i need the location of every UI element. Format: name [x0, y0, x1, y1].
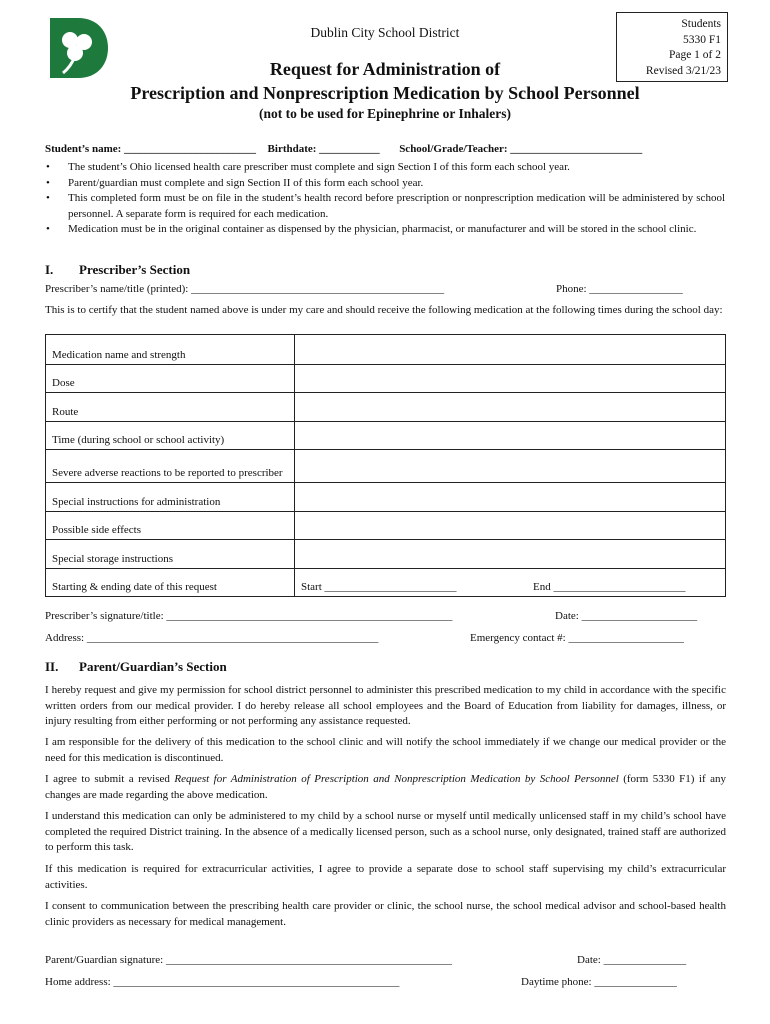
start-date-field[interactable]: Start ________________________ — [301, 581, 457, 593]
table-label: Special storage instructions — [46, 540, 295, 569]
list-item: • Parent/guardian must complete and sign Section II of this form each school year. — [46, 176, 424, 189]
table-input-cell[interactable] — [295, 512, 726, 540]
consent-paragraph-2: I am responsible for the delivery of this medication to the school clinic and will notify the school immediately if we change our medical provider or the need for this medication is discontinued. — [45, 736, 726, 764]
revision-date: Revised 3/21/23 — [645, 64, 721, 77]
end-date-field[interactable]: End ________________________ — [533, 581, 686, 593]
form-title-line-2: Prescription and Nonprescription Medication by School Personnel — [130, 83, 640, 103]
prescriber-date-field[interactable]: Date: _____________________ — [555, 610, 698, 622]
form-title-line-1: Request for Administration of — [269, 59, 501, 79]
table-input-cell[interactable] — [295, 335, 726, 365]
medication-table — [45, 334, 726, 597]
page-number: Page 1 of 2 — [668, 49, 721, 61]
section-2-heading: II. Parent/Guardian’s Section — [45, 659, 227, 674]
table-input-cell[interactable] — [295, 393, 726, 422]
table-row — [46, 450, 726, 483]
form-number: 5330 F1 — [682, 33, 721, 46]
list-item: • Medication must be in the original container as dispensed by the physician, pharmacist, or manufacturer and will be stored in the school clinic. — [46, 223, 697, 235]
district-name: Dublin City School District — [310, 25, 460, 40]
date-range-cell — [295, 569, 726, 597]
prescriber-phone-field[interactable]: Phone: _________________ — [556, 283, 683, 295]
list-item: • This completed form must be on file in the student’s health record before prescription or nonprescription medication will be administered by school personnel. A separate form is required for each medication. — [46, 192, 725, 220]
form-number-box — [616, 12, 728, 82]
table-label: Time (during school or school activity) — [46, 422, 295, 450]
consent-paragraph-1: I hereby request and give my permission for school district personnel to administer this prescribed medication to my child in accordance with the specific written orders from our medical provider. I do hereby release all school employees and the Board of Education from liability for damages, illness, or injury resulting from either performing or not performing any assistance requested. — [45, 684, 726, 727]
birthdate-field[interactable]: Birthdate: ___________ — [267, 143, 380, 155]
table-label: Dose — [46, 365, 295, 393]
emergency-contact-field[interactable]: Emergency contact #: _____________________ — [470, 632, 684, 644]
student-name-field[interactable]: Student’s name: ________________________ — [45, 143, 257, 155]
home-address-field[interactable]: Home address: ____________________________________________________ — [45, 976, 400, 988]
table-input-cell[interactable] — [295, 365, 726, 393]
form-category: Students — [681, 18, 721, 30]
consent-paragraph-6: I consent to communication between the prescribing health care provider or clinic, the school nurse, the school medical advisor and school-based health clinic providers as necessary for medical management. — [45, 900, 726, 928]
student-info-line — [45, 142, 725, 157]
table-input-cell[interactable] — [295, 450, 726, 483]
form-subtitle: (not to be used for Epinephrine or Inhalers) — [259, 106, 511, 121]
prescriber-name-field[interactable]: Prescriber’s name/title (printed): ______________________________________________ — [45, 283, 445, 295]
list-item: • The student’s Ohio licensed health care prescriber must complete and sign Section I of this form each school year. — [46, 161, 570, 173]
consent-paragraph-4: I understand this medication can only be administered to my child by a school nurse or myself until medically unlicensed staff in my child’s school have completed the required District training. In the absence of a medically licensed person, such as a school nurse, only designated, trained staff are authorized to perform this task. — [45, 810, 726, 853]
prescriber-signature-field[interactable]: Prescriber’s signature/title: ____________________________________________________ — [45, 610, 453, 622]
table-label: Possible side effects — [46, 512, 295, 540]
table-row — [46, 483, 726, 512]
section-1-heading: I. Prescriber’s Section — [45, 262, 191, 277]
table-row — [46, 422, 726, 450]
table-input-cell[interactable] — [295, 540, 726, 569]
instructions-list — [45, 160, 725, 238]
table-label: Route — [46, 393, 295, 422]
table-label: Starting & ending date of this request — [46, 569, 295, 597]
table-row — [46, 512, 726, 540]
table-label: Medication name and strength — [46, 335, 295, 365]
parent-date-field[interactable]: Date: _______________ — [577, 954, 687, 966]
form-name-reference: Request for Administration of Prescription and Nonprescription Medication by School Personnel — [174, 773, 619, 785]
table-input-cell[interactable] — [295, 483, 726, 512]
table-row — [46, 540, 726, 569]
table-row — [46, 569, 726, 597]
table-label: Special instructions for administration — [46, 483, 295, 512]
table-input-cell[interactable] — [295, 422, 726, 450]
table-row — [46, 335, 726, 365]
daytime-phone-field[interactable]: Daytime phone: _______________ — [521, 976, 677, 988]
table-label: Severe adverse reactions to be reported to prescriber — [46, 450, 295, 483]
consent-paragraph-3: I agree to submit a revised Request for Administration of Prescription and Nonprescription Medication by School Personnel (form 5330 F1) if any changes are made regarding the above medication. — [45, 773, 726, 801]
parent-signature-field[interactable]: Parent/Guardian signature: ____________________________________________________ — [45, 954, 452, 966]
table-row — [46, 393, 726, 422]
consent-paragraph-5: If this medication is required for extracurricular activities, I agree to provide a separate dose to school staff supervising my child’s extracurricular activities. — [45, 863, 726, 891]
school-grade-teacher-field[interactable]: School/Grade/Teacher: ________________________ — [399, 143, 643, 155]
certify-text: This is to certify that the student named above is under my care and should receive the following medication at the following times during the school day: — [45, 304, 723, 316]
district-logo-icon — [48, 16, 110, 80]
prescriber-address-field[interactable]: Address: _____________________________________________________ — [45, 632, 379, 644]
table-row — [46, 365, 726, 393]
